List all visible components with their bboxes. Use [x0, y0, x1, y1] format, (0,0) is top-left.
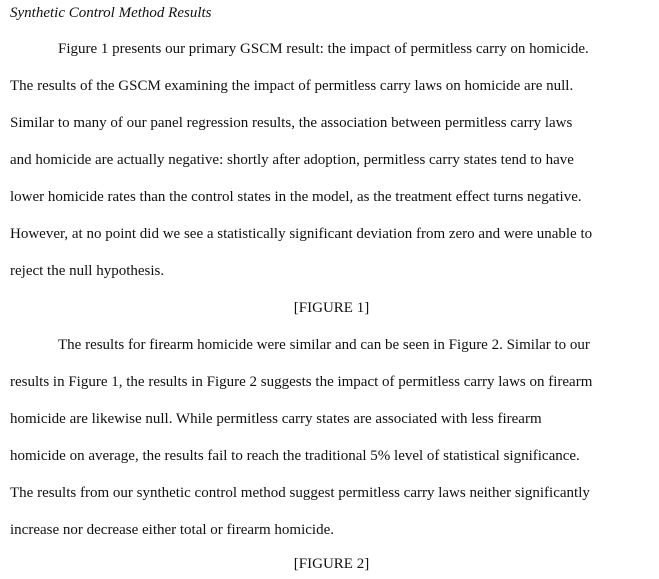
paragraph-primary-result [10, 31, 642, 290]
paragraph-line: The results of the GSCM examining the impact of permitless carry laws on homicide are null. [10, 78, 574, 94]
paragraph-line: However, at no point did we see a statistically significant deviation from zero and were unable to [10, 226, 593, 242]
paragraph-line: Similar to many of our panel regression results, the association between permitless carry laws [10, 115, 573, 131]
paragraph-line: homicide on average, the results fail to reach the traditional 5% level of statistical significance. [10, 448, 580, 464]
paragraph-line: reject the null hypothesis. [10, 263, 165, 279]
figure-1-placeholder: [FIGURE 1] [293, 300, 370, 316]
paragraph-line: and homicide are actually negative: shortly after adoption, permitless carry states tend to have [10, 152, 574, 168]
paragraph-line: lower homicide rates than the control states in the model, as the treatment effect turns negative. [10, 189, 582, 205]
paragraph-line: Figure 1 presents our primary GSCM result: the impact of permitless carry on homicide. [58, 41, 589, 57]
figure-2-placeholder: [FIGURE 2] [293, 556, 370, 572]
paragraph-line: The results for firearm homicide were similar and can be seen in Figure 2. Similar to our [58, 337, 590, 353]
paragraph-line: homicide are likewise null. While permitless carry states are associated with less firearm [10, 411, 542, 427]
paragraph-line: The results from our synthetic control method suggest permitless carry laws neither significantly [10, 485, 590, 501]
paragraph-line: increase nor decrease either total or firearm homicide. [10, 522, 335, 538]
section-heading: Synthetic Control Method Results [10, 5, 212, 21]
paragraph-firearm-homicide [10, 327, 642, 549]
paragraph-line: results in Figure 1, the results in Figure 2 suggests the impact of permitless carry laws on firearm [10, 374, 593, 390]
